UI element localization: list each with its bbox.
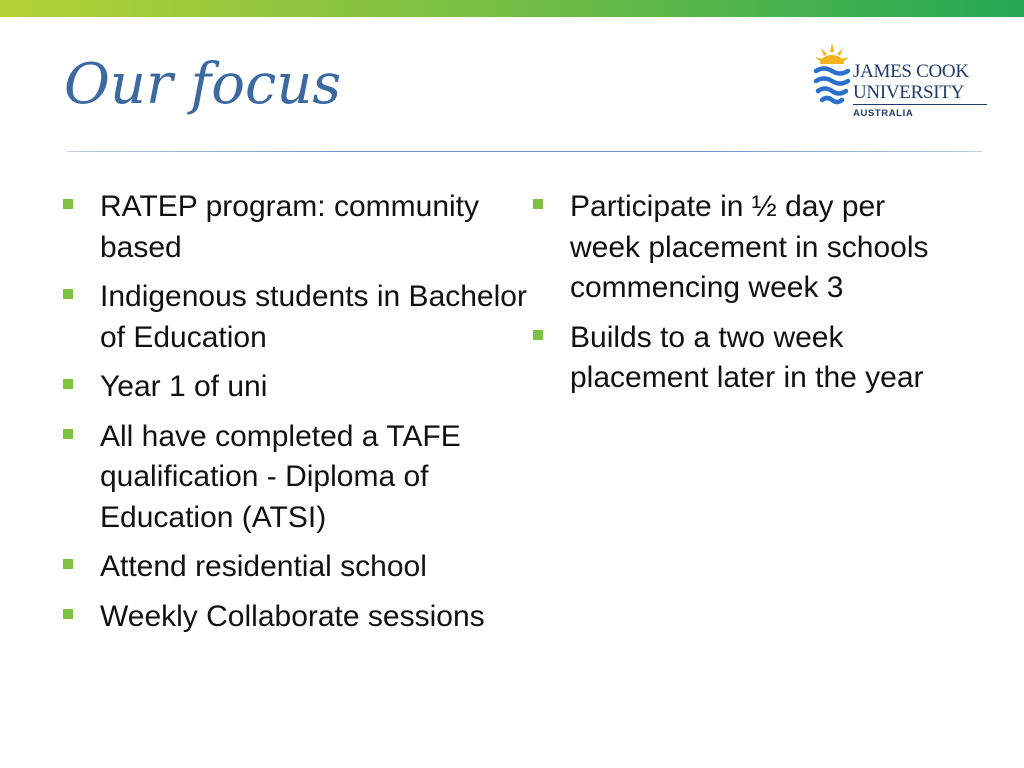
square-bullet-icon <box>63 609 73 619</box>
bullet-item <box>62 597 527 638</box>
slide-title: Our focus <box>64 52 342 117</box>
logo-text-line2: UNIVERSITY <box>853 83 987 105</box>
square-bullet-icon <box>63 559 73 569</box>
logo-text-line3: AUSTRALIA <box>853 108 914 119</box>
bullet-text: Builds to a two week placement later in the year <box>570 320 924 394</box>
bullet-text: All have completed a TAFE qualification - Diploma of Education (ATSI) <box>100 419 461 534</box>
bullet-text: Indigenous students in Bachelor of Education <box>100 280 527 354</box>
bullet-item <box>532 318 952 399</box>
square-bullet-icon <box>533 199 543 209</box>
bullet-item <box>62 547 527 588</box>
bullet-text: Attend residential school <box>100 550 427 583</box>
bullet-text: Year 1 of uni <box>100 370 268 403</box>
bullet-item <box>62 187 527 268</box>
logo-text-line1: JAMES COOK <box>853 61 969 82</box>
square-bullet-icon <box>63 289 73 299</box>
bullet-item <box>62 277 527 358</box>
right-column <box>532 187 952 408</box>
jcu-crest-icon <box>812 42 852 108</box>
left-column <box>62 187 527 646</box>
bullet-text: Participate in ½ day per week placement in schools commencing week 3 <box>570 190 929 304</box>
top-accent-bar <box>0 0 1024 17</box>
square-bullet-icon <box>63 429 73 439</box>
square-bullet-icon <box>63 199 73 209</box>
left-bullet-list <box>62 187 527 637</box>
right-bullet-list <box>532 187 952 399</box>
bullet-text: Weekly Collaborate sessions <box>100 599 485 633</box>
bullet-item <box>62 417 527 539</box>
bullet-item <box>532 187 952 309</box>
bullet-item <box>62 367 527 408</box>
title-divider <box>67 151 982 152</box>
university-logo <box>812 42 987 118</box>
bullet-text: RATEP program: community based <box>100 190 479 264</box>
square-bullet-icon <box>63 379 73 389</box>
square-bullet-icon <box>533 330 543 340</box>
